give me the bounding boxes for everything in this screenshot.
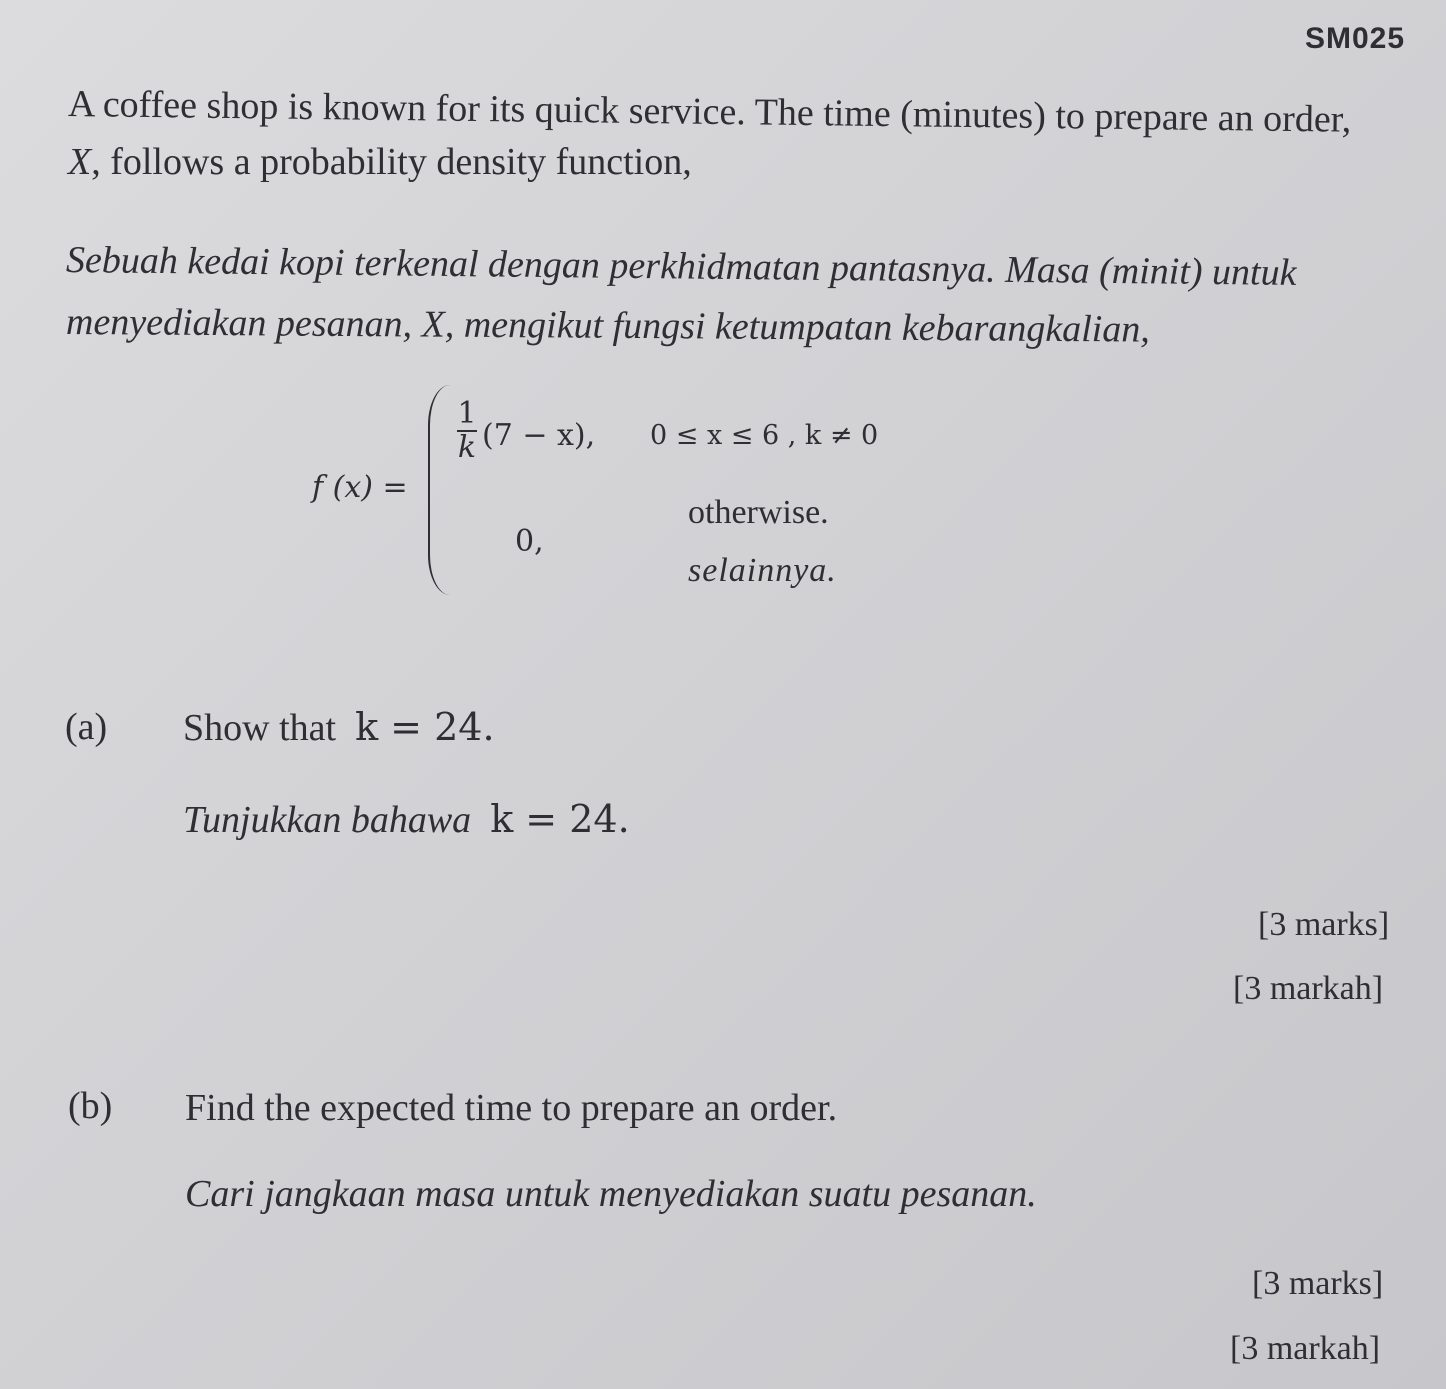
pdf-case2-condition-en: otherwise. [688, 494, 829, 531]
part-b-label: (b) [68, 1085, 113, 1127]
fraction-denominator: k [457, 430, 477, 465]
variable-x: X [68, 141, 92, 183]
intro-ms-line1: Sebuah kedai kopi terkenal dengan perkhidmatan pantasnya. Masa (minit) untuk [65, 239, 1297, 294]
part-a-text-ms: Tunjukkan bahawa [183, 799, 472, 841]
part-a-equation-en: k = 24. [355, 705, 495, 749]
intro-en-line2-text: , follows a probability density function, [91, 141, 692, 183]
part-a-question-ms [183, 797, 630, 842]
part-a-label: (a) [65, 706, 108, 748]
paper-code: SM025 [1305, 22, 1406, 55]
intro-en-line1: A coffee shop is known for its quick service. The time (minutes) to prepare an order, [67, 83, 1352, 141]
pdf-lhs: f (x) = [312, 470, 408, 505]
part-a-marks-ms: [3 markah] [1233, 970, 1384, 1007]
pdf-case2-value: 0, [515, 524, 544, 559]
intro-en-line2 [68, 140, 692, 184]
intro-ms-line2: menyediakan pesanan, X, mengikut fungsi ketumpatan kebarangkalian, [65, 301, 1150, 351]
pdf-brace [428, 385, 452, 595]
part-a-equation-ms: k = 24. [490, 797, 630, 841]
part-b-question-ms: Cari jangkaan masa untuk menyediakan suatu pesanan. [185, 1173, 1037, 1215]
part-a-text-en: Show that [183, 707, 337, 749]
fraction-numerator: 1 [457, 396, 477, 431]
part-b-question-en: Find the expected time to prepare an order. [185, 1087, 838, 1129]
part-a-marks-en: [3 marks] [1258, 906, 1390, 943]
pdf-fraction [455, 398, 479, 464]
pdf-case1-expression: (7 − x), [482, 418, 596, 453]
part-b-marks-ms: [3 markah] [1230, 1330, 1381, 1367]
part-a-question-en [183, 705, 495, 750]
pdf-case2-condition-ms: selainnya. [688, 552, 837, 589]
pdf-case1-condition: 0 ≤ x ≤ 6 , k ≠ 0 [650, 420, 879, 451]
part-b-marks-en: [3 marks] [1252, 1265, 1384, 1302]
